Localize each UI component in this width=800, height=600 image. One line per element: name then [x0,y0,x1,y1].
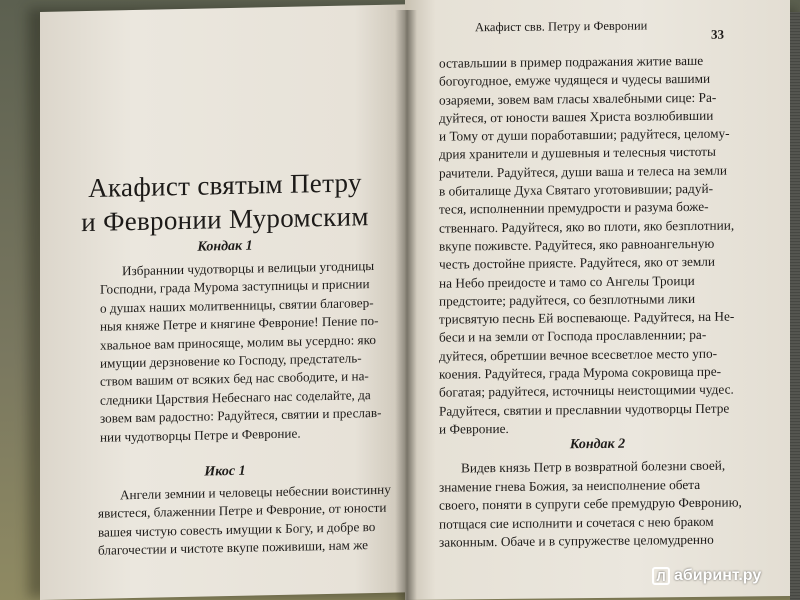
text-line: имущии дерзновение ко Господу, предстатель- [100,350,362,371]
text-line: зовем вам радостно: Радуйтеся, святии и преслав- [100,404,382,426]
akathist-title-line-2: и Февронии Муромским [81,201,369,238]
text-line: честь достойне приясте. Радуйтеся, яко от земли [439,254,716,272]
text-line: дуйтеся, обретшии вечное всесветлое место упо- [439,345,718,364]
kondak-1-text [100,257,381,447]
text-line: беси и на земли от Господа прославленнии; ра- [439,327,707,346]
kondak-2-heading: Кондак 2 [569,436,626,453]
text-line: оставльшии в пример подражания житие ваше [439,52,704,71]
page-number: 33 [711,26,724,42]
book-page-edge [790,12,800,600]
text-line: следники Царствия Небеснаго нас соделайте, да [100,386,371,408]
text-line: на Небо преидосте и тамо со Ангелы Троици [439,272,695,291]
text-line: знамение гнева Божия, за неисполнение обета [439,476,701,495]
text-line: потщася сие исполнити и сочетася с нею браком [439,513,714,532]
labirint-logo-icon: Л [652,567,670,585]
text-line: законным. Обаче и в супружестве целомудренно [439,532,714,551]
book-gutter [395,10,417,600]
text-line: благочестии и чистоте вкупе поживиши, нам же [98,537,368,558]
text-line: дрия хранители и душевныя и телесныя чистоты [439,144,716,163]
running-head: Акафист свв. Петру и Февронии [475,18,648,35]
text-line: Радуйтеся, святии и преславнии чудотворцы Петре [439,400,730,419]
text-line: теся, исполненнии премудрости и разума боже- [439,199,709,218]
text-line: хвальное вам приносяще, молим вы усердно: яко [100,331,376,353]
text-line: вашея чистую совесть имущии к Богу, и добре во [98,518,376,540]
text-line: в обиталище Духа Святаго уготовившии; радуй- [439,180,714,199]
labirint-watermark [652,565,761,587]
right-page [405,0,790,600]
watermark-text: абиринт.ру [674,567,762,584]
text-line: явистеся, блаженнии Петре и Февроние, от юности [98,500,387,522]
left-page [40,4,410,600]
text-line: Господни, града Мурома заступницы и приснии [100,276,370,298]
text-line: Избраннии чудотворцы и велицыи угодницы [122,258,375,279]
text-line: вкупе поживсте. Радуйтеся, яко равноангельную [439,235,715,254]
ikos-1-text [98,481,391,561]
ikos-1-heading: Икос 1 [204,463,246,480]
text-line: и Тому от души поработавшии; радуйтеся, целому- [439,125,730,144]
text-line: ныя княже Петре и княгине Февроние! Пение по- [100,313,379,334]
text-line: предстоите; радуйтеся, со безплотными лики [439,290,696,309]
text-line: дуйтеся, от юности вашея Христа возлюбившии [439,107,714,126]
kondak-1-heading: Кондак 1 [197,238,253,255]
text-line: богатая; радуйтеся, источницы неистощимии чудес. [439,381,734,400]
text-line: и Февроние. [439,420,509,437]
text-line: коения. Радуйтеся, града Мурома сокровища пре- [439,363,722,382]
text-line: озаряеми, зовем вам гласы хвалебными сице: Ра- [439,89,717,108]
text-line: о душах наших молитвенницы, святии благовер- [100,294,374,316]
kondak-2-text [439,456,742,552]
text-line: Видев князь Петр в возвратной болезни своей, [461,457,726,476]
text-line: своего, поняти в супруги себе премудрую Февронию, [439,494,742,513]
text-line: богоугодное, емуже чудящеся и чудесы вашими [439,71,711,89]
text-line: ственнаго. Радуйтеся, яко во плоти, яко безплотнии, [439,217,735,236]
text-line: рачители. Радуйтеся, души ваша и телеса на земли [439,162,728,181]
ikos-1-continued-text [439,52,734,439]
akathist-title-line-1: Акафист святым Петру [88,167,362,203]
text-line: нии чудотворцы Петре и Февроние. [100,425,301,445]
text-line: Ангели земнии и человецы небеснии воистинну [120,481,391,503]
text-line: ством вашим от всяких бед нас свободите, и на- [100,368,369,390]
text-line: трисвятую песнь Ей воспевающе. Радуйтеся, на Не- [439,308,735,327]
